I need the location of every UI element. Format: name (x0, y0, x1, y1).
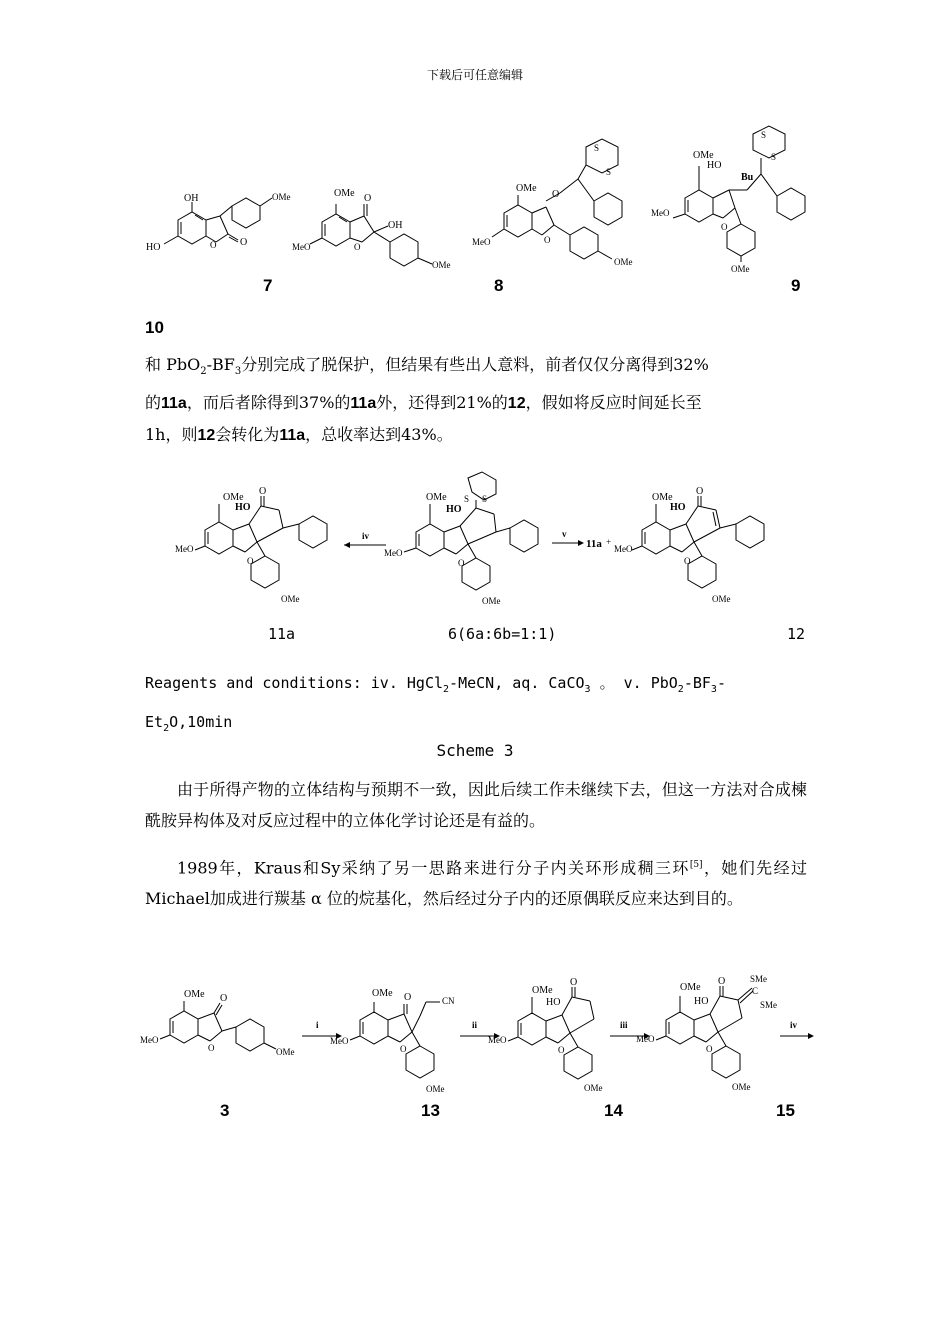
compound-label-9: 9 (791, 276, 801, 295)
label-12: 12 (787, 625, 806, 643)
svg-text:MeO: MeO (636, 1034, 655, 1044)
compound-label-15: 15 (776, 1101, 795, 1120)
scheme3-structure-12 (612, 480, 782, 610)
svg-text:MeO: MeO (330, 1036, 349, 1046)
svg-text:S: S (771, 152, 777, 162)
svg-text:iv: iv (362, 531, 370, 541)
svg-text:O: O (240, 237, 248, 248)
svg-text:OMe: OMe (652, 492, 673, 503)
svg-text:O: O (552, 189, 560, 200)
svg-text:S: S (482, 494, 488, 504)
svg-text:HO: HO (546, 997, 561, 1008)
structure-15 (636, 968, 786, 1098)
svg-text:OMe: OMe (276, 1047, 295, 1057)
reagents-line1: Reagents and conditions: iv. HgCl$_2$-MeCN, aq. CaCO$_3$ 。 v. $PbO_2-BF_3-$ (145, 674, 726, 695)
svg-text:OMe: OMe (680, 982, 701, 993)
svg-text:MeO: MeO (488, 1035, 507, 1045)
page-header: 下载后可任意编辑 (426, 68, 523, 82)
svg-text:O: O (696, 486, 704, 497)
svg-text:OMe: OMe (731, 264, 750, 274)
svg-text:O: O (354, 242, 361, 252)
svg-text:O: O (364, 193, 372, 204)
scheme3-structure-6 (380, 470, 550, 610)
compound-label-14: 14 (604, 1101, 623, 1120)
svg-text:iii: iii (620, 1020, 628, 1030)
svg-text:OH: OH (388, 220, 403, 231)
svg-text:O: O (558, 1045, 565, 1055)
svg-text:OMe: OMe (426, 1084, 445, 1094)
svg-text:OMe: OMe (732, 1082, 751, 1092)
svg-text:S: S (594, 143, 600, 153)
svg-text:OMe: OMe (614, 257, 633, 267)
svg-text:MeO: MeO (140, 1035, 159, 1045)
svg-text:O: O (721, 222, 728, 232)
svg-text:OMe: OMe (584, 1083, 603, 1093)
svg-text:Bu: Bu (741, 172, 754, 183)
reagents-conditions (145, 663, 810, 749)
label-11a: 11a (268, 625, 296, 643)
svg-text:OMe: OMe (334, 188, 355, 199)
structure-9 (645, 120, 825, 275)
compound-label-8: 8 (494, 276, 504, 295)
structure-8 (470, 125, 650, 275)
svg-text:+: + (606, 537, 612, 547)
svg-text:v: v (562, 529, 567, 539)
svg-text:SMe: SMe (750, 974, 768, 984)
svg-text:S: S (464, 494, 470, 504)
svg-text:S: S (761, 130, 767, 140)
svg-text:C: C (752, 986, 759, 996)
label-6: 6(6a:6b=1:1) (448, 625, 557, 643)
svg-text:i: i (316, 1020, 319, 1030)
svg-text:O: O (210, 240, 217, 250)
svg-text:O: O (570, 977, 578, 988)
svg-text:MeO: MeO (614, 544, 633, 554)
svg-text:MeO: MeO (292, 242, 311, 252)
svg-text:OMe: OMe (532, 985, 553, 996)
svg-text:MeO: MeO (384, 548, 403, 558)
svg-text:OMe: OMe (482, 596, 501, 606)
svg-text:OMe: OMe (712, 594, 731, 604)
compound-label-10: 10 (145, 318, 164, 337)
arrow-iv-scheme4 (778, 1018, 824, 1044)
svg-text:O: O (706, 1044, 713, 1054)
paragraph-stereochemistry: 由于所得产物的立体结构与预期不一致，因此后续工作未继续下去，但这一方法对合成楝酰胺异构体及对反应过程中的立体化学讨论还是有益的。 (145, 780, 807, 830)
svg-text:HO: HO (670, 502, 686, 513)
svg-text:MeO: MeO (472, 237, 491, 247)
svg-text:ii: ii (472, 1020, 478, 1030)
svg-text:OMe: OMe (272, 192, 291, 202)
structure-intermediate (292, 180, 472, 270)
svg-text:OMe: OMe (281, 594, 300, 604)
svg-text:OMe: OMe (426, 492, 447, 503)
svg-text:HO: HO (694, 996, 709, 1007)
svg-text:SMe: SMe (760, 1000, 778, 1010)
svg-text:HO: HO (235, 502, 251, 513)
structure-3 (140, 985, 310, 1075)
svg-text:OH: OH (184, 193, 199, 204)
svg-text:OMe: OMe (372, 988, 393, 999)
svg-text:OMe: OMe (432, 260, 451, 270)
para1-line2: 的11a，而后者除得到37%的11a外，还得到21%的12，假如将反应时间延长至 (145, 393, 702, 413)
svg-text:OMe: OMe (693, 150, 714, 161)
svg-text:OMe: OMe (223, 492, 244, 503)
svg-text:iv: iv (790, 1020, 798, 1030)
svg-text:HO: HO (446, 504, 462, 515)
compound-label-7: 7 (263, 276, 273, 295)
paragraph-deprotection (145, 349, 807, 451)
svg-text:CN: CN (442, 996, 455, 1006)
svg-text:O: O (400, 1044, 407, 1054)
para1-line3: 1h，则12会转化为11a，总收率达到43%。 (145, 425, 453, 445)
svg-text:O: O (404, 992, 412, 1003)
svg-text:O: O (544, 235, 551, 245)
scheme3-structure-11a (175, 480, 345, 610)
svg-text:11a: 11a (586, 538, 602, 550)
reagents-line2: $Et_2O,10\min$ (145, 713, 233, 734)
svg-text:OMe: OMe (184, 989, 205, 1000)
compound-label-3: 3 (220, 1101, 230, 1120)
svg-text:O: O (208, 1043, 215, 1053)
svg-text:MeO: MeO (651, 208, 670, 218)
paragraph-kraus-sy: 1989年，Kraus和Sy采纳了另一思路来进行分子内关环形成稠三环[5]，她们先经过Michael加成进行羰基 α 位的烷基化，然后经过分子内的还原偶联反应来达到目的。 (145, 858, 807, 909)
svg-text:O: O (684, 556, 691, 566)
svg-text:S: S (606, 167, 612, 177)
svg-text:O: O (718, 976, 726, 987)
svg-text:O: O (259, 486, 267, 497)
svg-text:HO: HO (146, 242, 161, 253)
scheme-title: Scheme 3 (436, 741, 514, 760)
svg-text:O: O (458, 558, 465, 568)
svg-text:O: O (247, 556, 254, 566)
structure-7 (140, 180, 310, 270)
svg-text:MeO: MeO (175, 544, 194, 554)
svg-text:OMe: OMe (516, 183, 537, 194)
svg-text:O: O (220, 993, 228, 1004)
compound-label-13: 13 (421, 1101, 440, 1120)
para1-line1: 和 $PbO_2-BF_3$分别完成了脱保护，但结果有些出人意料，前者仅仅分离得到32% (145, 355, 709, 378)
svg-text:HO: HO (707, 160, 722, 171)
citation-ref: [5] (689, 860, 703, 870)
